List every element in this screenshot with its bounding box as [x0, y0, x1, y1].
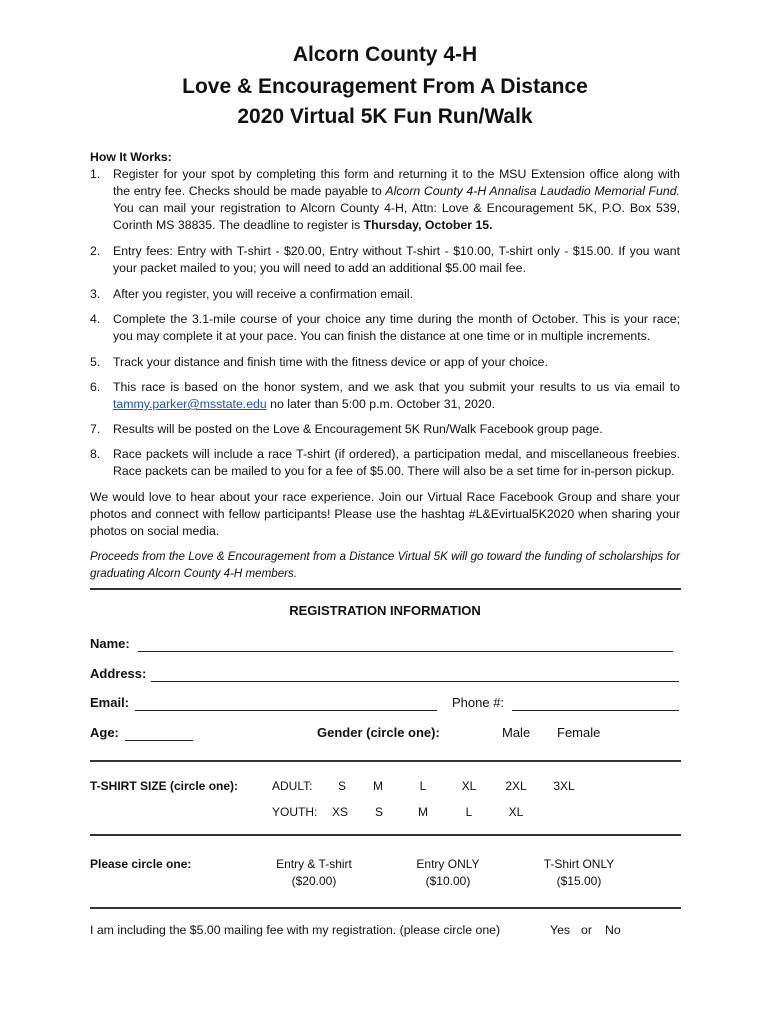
entry-choice-label: Please circle one:	[90, 857, 192, 871]
list-item	[90, 286, 680, 303]
youth-size-option[interactable]: M	[418, 805, 428, 819]
age-label: Age:	[90, 725, 119, 740]
event-subtitle: Love & Encouragement From A Distance	[182, 75, 588, 98]
item-text: Complete the 3.1-mile course of your choice any time during the month of October. This is your race; you may complete it at your pace. You can finish the distance at one time or in multiple increments.	[113, 312, 680, 343]
entry-option-price[interactable]: ($15.00)	[556, 874, 602, 888]
section-divider	[90, 588, 681, 590]
email-link[interactable]: tammy.parker@msstate.edu	[113, 397, 267, 411]
age-field[interactable]	[125, 740, 193, 741]
adult-label: ADULT:	[272, 779, 313, 793]
email-label: Email:	[90, 695, 130, 710]
adult-size-option[interactable]: 3XL	[553, 779, 575, 793]
payable-to-name: Alcorn County 4-H Annalisa Laudadio Memorial Fund.	[385, 184, 680, 198]
entry-option-price[interactable]: ($10.00)	[425, 874, 471, 888]
adult-size-option[interactable]: 2XL	[505, 779, 527, 793]
gender-label: Gender (circle one):	[317, 725, 440, 740]
item-text-part: This race is based on the honor system, and we ask that you submit your results to us via email to	[113, 380, 680, 394]
item-number: 7.	[90, 422, 101, 436]
youth-size-option[interactable]: S	[374, 805, 383, 819]
item-text: Results will be posted on the Love & Encouragement 5K Run/Walk Facebook group page.	[113, 422, 603, 436]
adult-size-option[interactable]: XL	[461, 779, 477, 793]
section-divider	[90, 760, 681, 762]
adult-size-option[interactable]: S	[337, 779, 346, 793]
phone-field[interactable]	[512, 710, 679, 711]
list-item	[90, 379, 680, 413]
proceeds-note: Proceeds from the Love & Encouragement from a Distance Virtual 5K will go toward the funding of scholarships for graduating Alcorn County 4-H members.	[90, 550, 680, 580]
address-label: Address:	[90, 666, 147, 681]
item-text	[113, 166, 680, 234]
list-item	[90, 446, 680, 480]
item-number: 6.	[90, 380, 101, 394]
gender-option-male[interactable]: Male	[502, 725, 531, 740]
mailing-fee-text: I am including the $5.00 mailing fee with my registration. (please circle one)	[90, 923, 501, 937]
item-text-part: Register for your spot by completing this form and returning it to the MSU Extension office along with the entry fee. Checks should be made payable to	[113, 167, 680, 198]
youth-size-option[interactable]: XS	[331, 805, 348, 819]
mailing-or-text: or	[581, 923, 592, 937]
list-item	[90, 166, 680, 234]
item-text: After you register, you will receive a confirmation email.	[113, 287, 414, 301]
item-text: Track your distance and finish time with the fitness device or app of your choice.	[113, 355, 548, 369]
list-item	[90, 243, 680, 277]
section-divider	[90, 834, 681, 836]
phone-label: Phone #:	[452, 695, 505, 710]
deadline: Thursday, October 15.	[363, 218, 493, 232]
email-field[interactable]	[135, 710, 437, 711]
item-number: 8.	[90, 447, 101, 461]
org-title: Alcorn County 4-H	[292, 43, 478, 66]
name-label: Name:	[90, 636, 130, 651]
adult-size-option[interactable]: M	[373, 779, 383, 793]
gender-option-female[interactable]: Female	[557, 725, 601, 740]
entry-option-price[interactable]: ($20.00)	[291, 874, 337, 888]
section-divider	[90, 907, 681, 909]
item-number: 2.	[90, 244, 101, 258]
entry-option-name[interactable]: Entry & T-shirt	[276, 857, 352, 871]
list-item	[90, 311, 680, 345]
item-number: 4.	[90, 312, 101, 326]
closing-paragraph: We would love to hear about your race experience. Join our Virtual Race Facebook Group and share your photos and connect with fellow participants! Please use the hashtag #L&Evirtual5K2020 when sharing your photos on social media.	[90, 490, 680, 538]
youth-size-option[interactable]: XL	[508, 805, 524, 819]
item-text-part: You can mail your registration to Alcorn County 4-H, Attn: Love & Encouragement 5K, P.O. Box 539, Corinth MS 38835. The deadline to register is	[113, 201, 680, 232]
item-text: Race packets will include a race T-shirt (if ordered), a participation medal, and miscellaneous freebies. Race packets can be mailed to you for a fee of $5.00. There will also be a set time for in-person pickup.	[113, 447, 680, 478]
item-text-part: no later than 5:00 p.m. October 31, 2020.	[266, 397, 496, 411]
address-field[interactable]	[151, 681, 679, 682]
tshirt-size-label: T-SHIRT SIZE (circle one):	[90, 779, 239, 793]
list-item	[90, 421, 680, 438]
item-number: 5.	[90, 355, 101, 369]
event-title: 2020 Virtual 5K Fun Run/Walk	[237, 105, 533, 128]
youth-size-option[interactable]: L	[465, 805, 473, 819]
entry-option-name[interactable]: T-Shirt ONLY	[543, 857, 615, 871]
item-text: Entry fees: Entry with T-shirt - $20.00, Entry without T-shirt - $10.00, T-shirt only - $15.00. If you want your packet mailed to you; you will need to add an additional $5.00 mail fee.	[113, 244, 680, 275]
adult-size-option[interactable]: L	[419, 779, 427, 793]
youth-label: YOUTH:	[272, 805, 318, 819]
how-it-works-heading: How It Works:	[90, 150, 172, 164]
item-number: 1.	[90, 167, 101, 181]
entry-option-name[interactable]: Entry ONLY	[416, 857, 480, 871]
item-number: 3.	[90, 287, 101, 301]
mailing-no-option[interactable]: No	[605, 923, 621, 937]
registration-title: REGISTRATION INFORMATION	[289, 603, 481, 618]
mailing-yes-option[interactable]: Yes	[550, 923, 571, 937]
name-field[interactable]	[138, 651, 673, 652]
list-item	[90, 354, 680, 371]
item-text	[113, 379, 680, 413]
